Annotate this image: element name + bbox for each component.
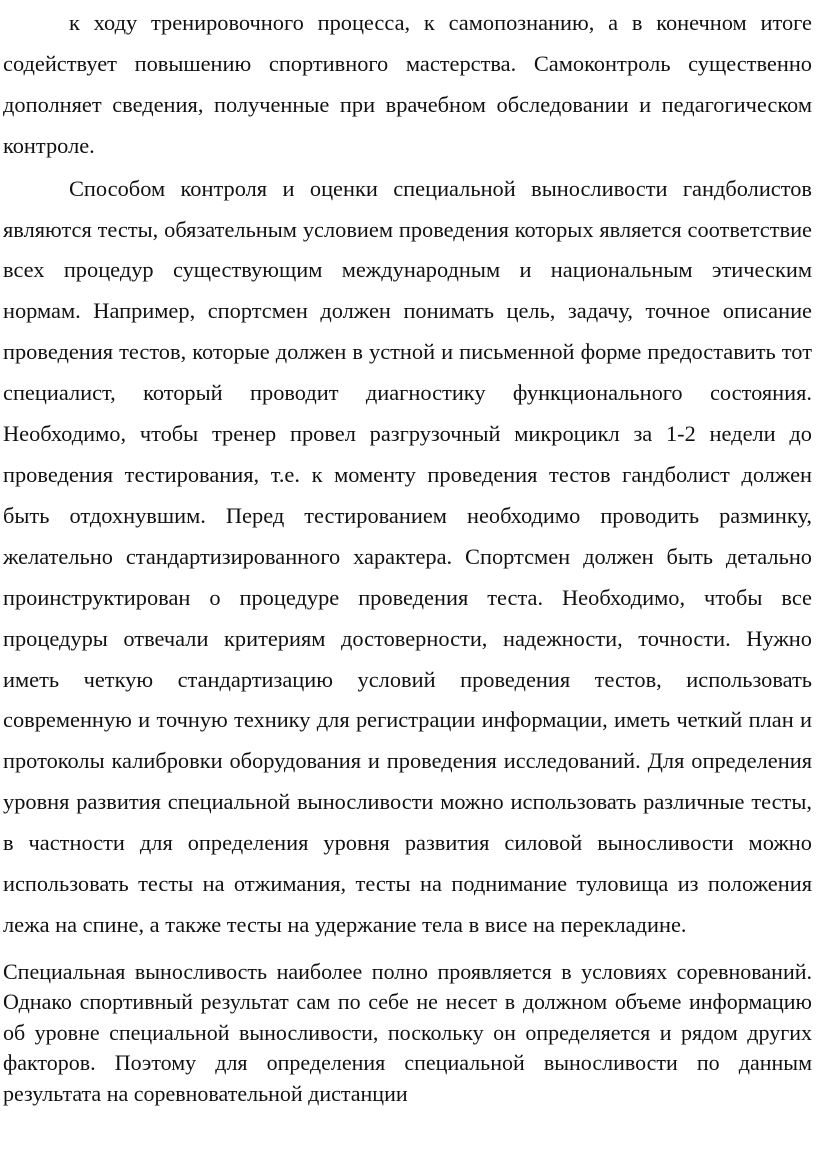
paragraph-endurance-tests: Способом контроля и оценки специальной выносливости гандболистов являются тесты, обязательным условием проведения которых является соответствие всех процедур существующим международным и национальным этическим нормам. Например, спортсмен должен понимать цель, задачу, точное описание проведения тестов, которые должен в устной и письменной форме предоставить тот специалист, который проводит диагностику функционального состояния. Необходимо, чтобы тренер провел разгрузочный микроцикл за 1-2 недели до проведения тестирования, т.е. к моменту проведения тестов гандболист должен быть отдохнувшим. Перед тестированием необходимо проводить разминку, желательно стандартизированного характера. Спортсмен должен быть детально проинструктирован о процедуре проведения теста. Необходимо, чтобы все процедуры отвечали критериям достоверности, надежности, точности. Нужно иметь четкую стандартизацию условий проведения тестов, использовать современную и точную технику для регистрации информации, иметь четкий план и протоколы калибровки оборудования и проведения исследований. Для определения уровня развития специальной выносливости можно использовать различные тесты, в частности для определения уровня развития силовой выносливости можно использовать тесты на отжимания, тесты на поднимание туловища из положения лежа на спине, а также тесты на удержание тела в висе на перекладине. [3, 175, 812, 937]
paragraph-self-control: к ходу тренировочного процесса, к самопознанию, а в конечном итоге содействует повышению спортивного мастерства. Самоконтроль существенно дополняет сведения, полученные при врачебном обследовании и педагогическом контроле. [3, 10, 812, 158]
paragraph-special-endurance: Специальная выносливость наиболее полно проявляется в условиях соревнований. Однако спортивный результат сам по себе не несет в должном объеме информацию об уровне специальной выносливости, поскольку он определяется и рядом других факторов. Поэтому для определения специальной выносливости по данным результата на соревновательной дистанции [3, 958, 812, 1106]
